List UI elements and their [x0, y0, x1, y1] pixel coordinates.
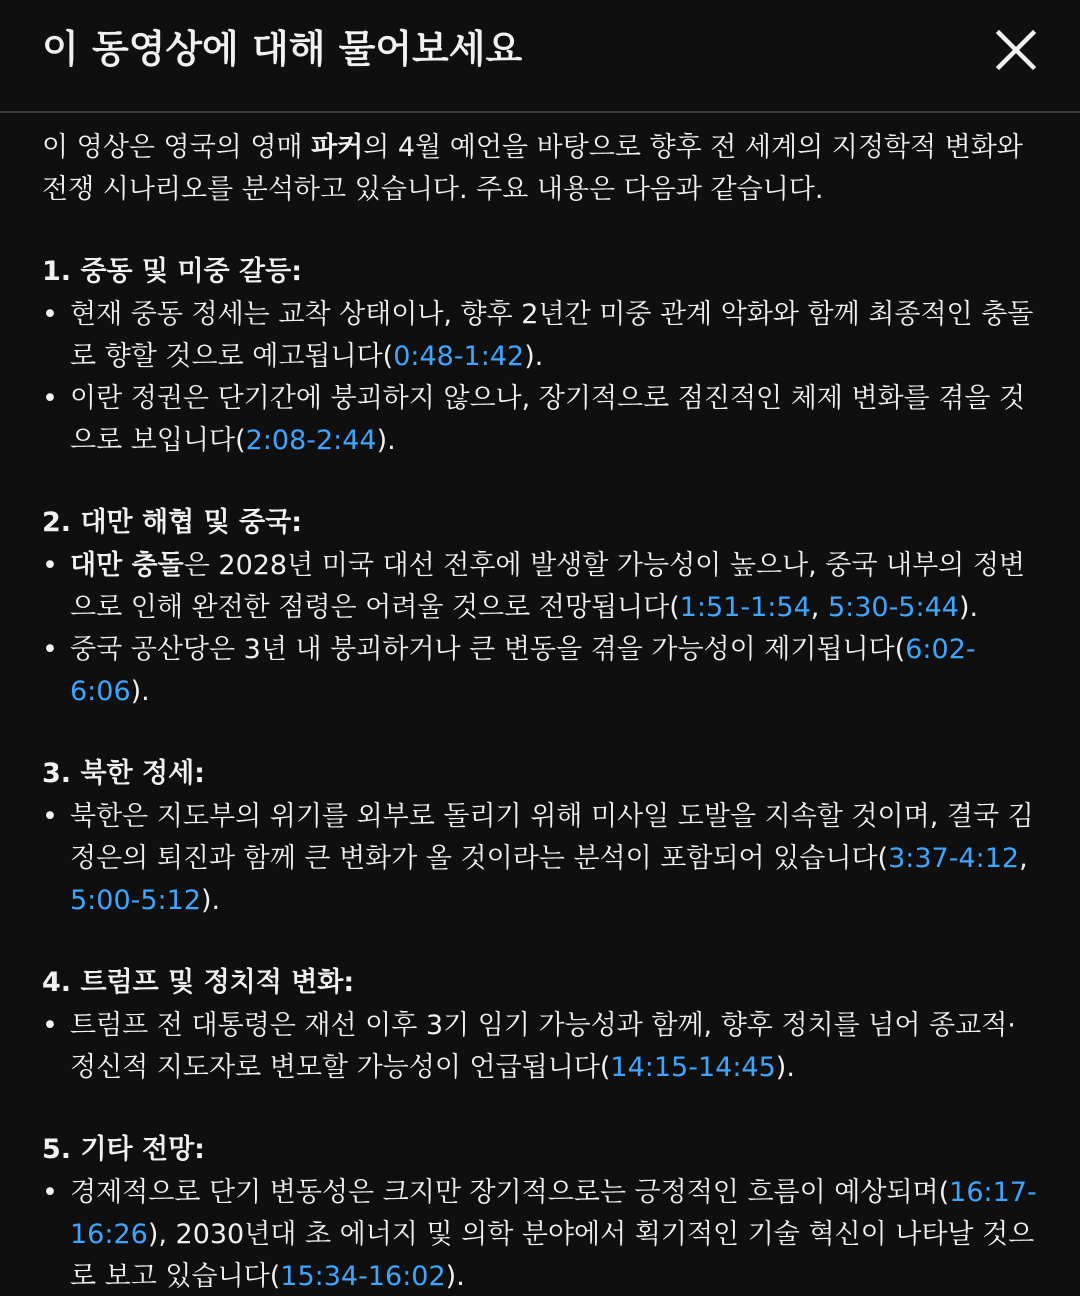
item-text: 북한은 지도부의 위기를 외부로 돌리기 위해 미사일 도발을 지속할 것이며, 결국 김정은의 퇴진과 함께 큰 변화가 올 것이라는 분석이 포함되어 있습니다(: [70, 801, 1034, 874]
item-text: 이란 정권은 단기간에 붕괴하지 않으나, 장기적으로 점진적인 체제 변화를 겪을 것으로 보입니다(: [70, 383, 1026, 456]
item-tail: ).: [376, 425, 396, 456]
intro-text-before: 이 영상은 영국의 영매: [42, 132, 312, 163]
intro-paragraph: [42, 127, 1040, 211]
section: [42, 753, 1040, 922]
timestamp-link[interactable]: 2:08-2:44: [245, 425, 377, 456]
intro-bold-name: 파커: [311, 132, 364, 163]
dialog-title: 이 동영상에 대해 물어보세요: [42, 27, 523, 71]
item-bold-text: 대만 충돌: [70, 550, 184, 581]
item-text: ), 2030년대 초 에너지 및 의학 분야에서 획기적인 기술 혁신이 나타날 것으로 보고 있습니다(: [70, 1219, 1035, 1292]
sections-container: [42, 251, 1040, 1296]
item-text: 은 2028년 미국 대선 전후에 발생할 가능성이 높으나, 중국 내부의 정변으로 인해 완전한 점령은 어려울 것으로 전망됩니다(: [70, 550, 1025, 623]
close-button[interactable]: [992, 26, 1040, 74]
bullet-list: [42, 1172, 1040, 1296]
section: [42, 502, 1040, 713]
dialog-header: [0, 0, 1080, 113]
answer-content: [0, 113, 1080, 1296]
timestamp-link[interactable]: 15:34-16:02: [280, 1261, 446, 1292]
section-title: 5. 기타 전망:: [42, 1134, 205, 1165]
item-tail: ).: [445, 1261, 465, 1292]
bullet-list: [42, 1005, 1040, 1089]
section-title: 3. 북한 정세:: [42, 758, 205, 789]
item-text: 경제적으로 단기 변동성은 크지만 장기적으로는 긍정적인 흐름이 예상되며(: [70, 1177, 950, 1208]
item-tail: ).: [958, 592, 979, 623]
list-item: • 대만 충돌은 2028년 미국 대선 전후에 발생할 가능성이 높으나, 중국 내부의 정변으로 인해 완전한 점령은 어려울 것으로 전망됩니다(1:51-1:54, 5:30-5:44).: [42, 545, 1040, 629]
timestamp-link[interactable]: 5:30-5:44: [827, 592, 959, 623]
section: [42, 251, 1040, 462]
list-item: [42, 629, 1040, 713]
item-tail: ).: [775, 1052, 795, 1083]
section-title: 2. 대만 해협 및 중국:: [42, 507, 303, 538]
bullet-list: [42, 545, 1040, 713]
item-text: 현재 중동 정세는 교착 상태이나, 향후 2년간 미중 관계 악화와 함께 최종적인 충돌로 향할 것으로 예고됩니다(: [70, 299, 1034, 372]
item-text: 트럼프 전 대통령은 재선 이후 3기 임기 가능성과 함께, 향후 정치를 넘어 종교적·정신적 지도자로 변모할 가능성이 언급됩니다(: [70, 1010, 1016, 1083]
section: [42, 962, 1040, 1089]
list-item: [42, 1005, 1040, 1089]
timestamp-link[interactable]: 6:02-6:06: [70, 634, 976, 707]
item-tail: ).: [201, 885, 221, 916]
item-tail: ).: [130, 676, 150, 707]
list-item: [42, 1172, 1040, 1296]
bullet-list: [42, 294, 1040, 462]
timestamp-link[interactable]: 14:15-14:45: [610, 1052, 776, 1083]
bullet-list: [42, 796, 1040, 922]
section: [42, 1129, 1040, 1296]
close-icon: [992, 26, 1040, 74]
list-item: [42, 294, 1040, 378]
timestamp-link[interactable]: 3:37-4:12: [888, 843, 1020, 874]
item-tail: ).: [524, 341, 544, 372]
list-item: [42, 378, 1040, 462]
timestamp-link[interactable]: 0:48-1:42: [393, 341, 525, 372]
timestamp-link[interactable]: 1:51-1:54: [679, 592, 811, 623]
intro-text-after: 의 4월 예언을 바탕으로 향후 전 세계의 지정학적 변화와 전쟁 시나리오를 분석하고 있습니다. 주요 내용은 다음과 같습니다.: [42, 132, 1023, 205]
list-item: • 북한은 지도부의 위기를 외부로 돌리기 위해 미사일 도발을 지속할 것이며, 결국 김정은의 퇴진과 함께 큰 변화가 올 것이라는 분석이 포함되어 있습니다(3:37-4:12, 5:00-5:12).: [42, 796, 1040, 922]
section-title: 1. 중동 및 미중 갈등:: [42, 256, 303, 287]
timestamp-link[interactable]: 16:17-16:26: [70, 1177, 1037, 1250]
item-text: 중국 공산당은 3년 내 붕괴하거나 큰 변동을 겪을 가능성이 제기됩니다(: [70, 634, 906, 665]
timestamp-link[interactable]: 5:00-5:12: [70, 885, 202, 916]
section-title: 4. 트럼프 및 정치적 변화:: [42, 967, 355, 998]
